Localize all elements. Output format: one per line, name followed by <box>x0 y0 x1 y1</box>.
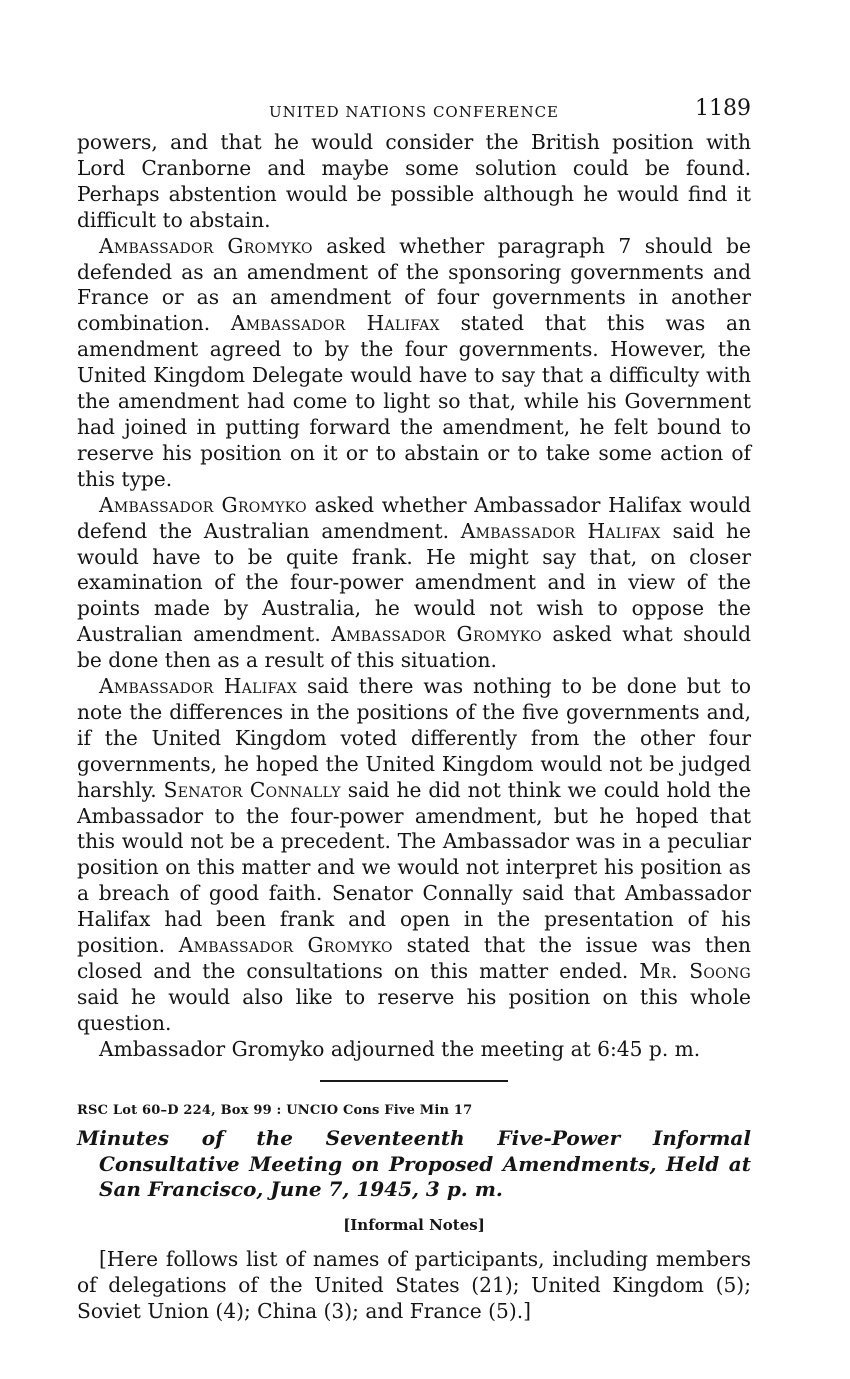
paragraph-text: said he would have to be quite frank. He might say that, on closer examination of the four-power amendment and in view of the points made by Australia, he would not wish to oppose the Australian amendment. <box>77 518 751 647</box>
speaker-name: Mr. Soong <box>639 959 751 983</box>
paragraph-text: said he did not think we could hold the Ambassador to the four-power amendment, but he hoped that this would not be a precedent. The Ambassador was in a peculiar position on this matter and we would not interpret his position as a breach of good faith. Senator Connally said that Ambassador Halifax had been frank and open in the presentation of his position. <box>77 777 752 958</box>
paragraph-2 <box>77 234 751 493</box>
speaker-name: Ambassador Gromyko <box>99 233 313 258</box>
speaker-name: Ambassador Halifax <box>460 518 661 543</box>
page-number: 1189 <box>695 96 751 121</box>
paragraph-text: said he would also like to reserve his position on this whole question. <box>77 984 751 1035</box>
document-title: Minutes of the Seventeenth Five-Power Informal Consultative Meeting on Proposed Amendments, Held at San Francisco, June 7, 1945, 3 p. m. <box>77 1125 751 1202</box>
paragraph-5: Ambassador Gromyko adjourned the meeting at 6:45 p. m. <box>99 1036 701 1061</box>
paragraph-text: asked whether Ambassador Halifax would defend the Australian amendment. <box>77 492 752 543</box>
source-note: RSC Lot 60–D 224, Box 99 : UNCIO Cons Five Min 17 <box>77 1102 473 1118</box>
speaker-name: Ambassador Gromyko <box>331 622 542 647</box>
speaker-name: Ambassador Gromyko <box>99 492 307 517</box>
paragraph-6: [Here follows list of names of participants, including members of delegations of the United States (21); United Kingdom (5); Soviet Union (4); China (3); and France (5).] <box>77 1247 751 1324</box>
paragraph-4 <box>77 674 751 1037</box>
paragraph-text: asked what should be done then as a result of this situation. <box>77 622 752 673</box>
speaker-name: Ambassador Halifax <box>230 311 440 336</box>
document-page <box>77 96 751 1325</box>
section-divider <box>320 1080 508 1082</box>
paragraph-1: powers, and that he would consider the British position with Lord Cranborne and maybe some solution could be found. Perhaps abstention would be possible although he would find it difficult to abstain. <box>77 130 751 232</box>
running-head: UNITED NATIONS CONFERENCE <box>268 103 560 121</box>
speaker-name: Ambassador Gromyko <box>178 933 393 958</box>
paragraph-text: said there was nothing to be done but to note the differences in the positions of the five governments and, if the United Kingdom voted differently from the other four governments, he hoped the United Kingdom would not be judged harshly. <box>77 674 751 802</box>
speaker-name: Ambassador Halifax <box>99 674 298 699</box>
page-header <box>77 96 751 130</box>
informal-notes-label: [Informal Notes] <box>343 1216 485 1235</box>
paragraph-text: stated that the issue was then closed and the consultations on this matter ended. <box>77 933 752 983</box>
paragraph-text: stated that this was an amendment agreed to by the four governments. However, the United Kingdom Delegate would have to say that a difficulty with the amendment had come to light so that, while his Government had joined in putting forward the amendment, he felt bound to reserve his position on it or to abstain or to take some action of this type. <box>77 311 752 491</box>
paragraph-text: asked whether paragraph 7 should be defended as an amendment of the sponsoring governments and France or as an amendment of four governments in another combination. <box>77 233 751 336</box>
paragraph-3 <box>77 493 751 674</box>
speaker-name: Senator Connally <box>163 777 341 802</box>
